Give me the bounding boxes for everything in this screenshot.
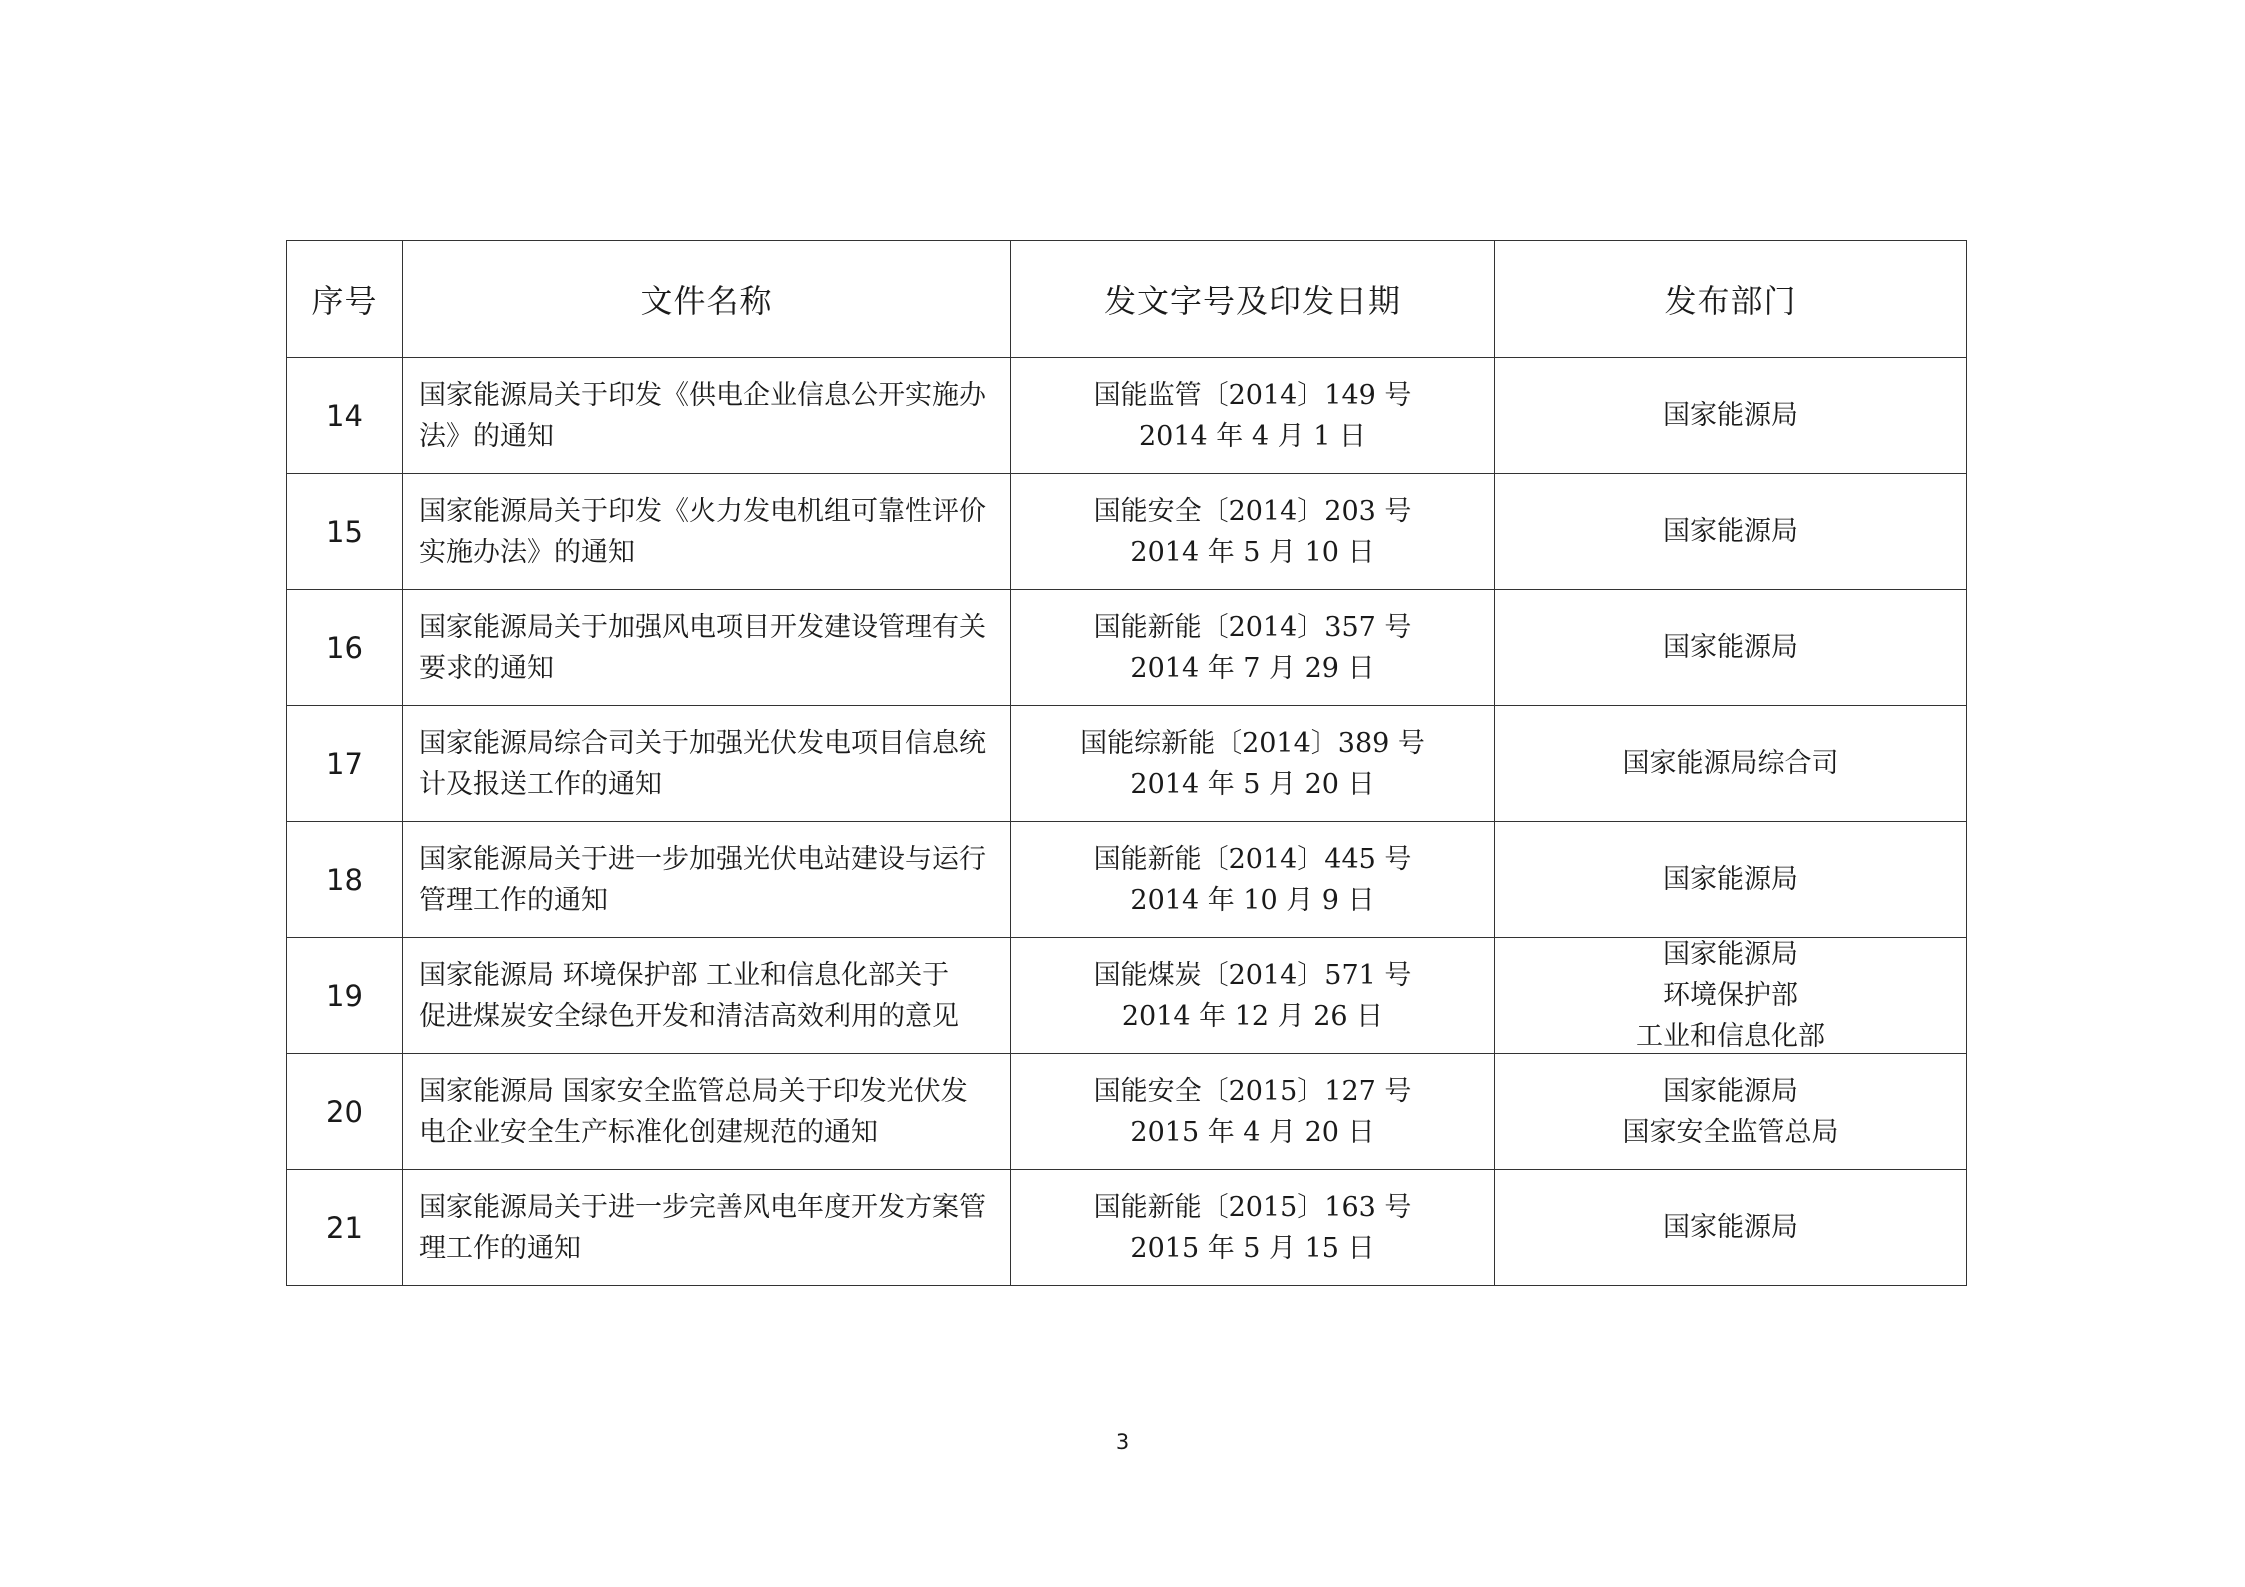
table-row <box>287 1170 1967 1286</box>
row-serial: 19 <box>287 938 403 1054</box>
department-name: 国家能源局 <box>1663 864 1798 895</box>
row-department <box>1495 706 1967 822</box>
department-name: 国家能源局 <box>1663 1075 1798 1107</box>
table-row <box>287 590 1967 706</box>
row-serial: 21 <box>287 1170 403 1286</box>
doc-ref-number: 国能安全〔2014〕203 号 <box>1093 495 1412 527</box>
row-serial: 17 <box>287 706 403 822</box>
row-file-name <box>403 474 1011 590</box>
row-file-name <box>403 590 1011 706</box>
row-ref-date <box>1011 1054 1495 1170</box>
row-department <box>1495 358 1967 474</box>
row-ref-date <box>1011 822 1495 938</box>
row-ref-date <box>1011 474 1495 590</box>
table-header-row <box>287 241 1967 358</box>
table-row <box>287 822 1967 938</box>
file-name-line: 计及报送工作的通知 <box>419 768 662 800</box>
file-name-line: 法》的通知 <box>419 420 554 452</box>
file-name-line: 要求的通知 <box>419 652 554 684</box>
row-file-name <box>403 1054 1011 1170</box>
row-file-name <box>403 358 1011 474</box>
row-ref-date <box>1011 938 1495 1054</box>
doc-ref-number: 国能新能〔2014〕357 号 <box>1093 611 1412 643</box>
issue-date: 2014 年 4 月 1 日 <box>1139 420 1366 452</box>
department-list <box>1495 940 1966 1052</box>
row-serial: 18 <box>287 822 403 938</box>
department-name: 国家能源局 <box>1663 400 1798 431</box>
department-name: 国家能源局综合司 <box>1622 748 1839 779</box>
file-name-line: 实施办法》的通知 <box>419 536 635 568</box>
row-serial: 20 <box>287 1054 403 1170</box>
row-department <box>1495 1170 1967 1286</box>
issue-date: 2015 年 5 月 15 日 <box>1130 1232 1375 1264</box>
doc-ref-number: 国能新能〔2014〕445 号 <box>1093 843 1412 875</box>
header-file-name: 文件名称 <box>403 241 1011 358</box>
doc-ref-number: 国能综新能〔2014〕389 号 <box>1080 727 1425 759</box>
row-department <box>1495 474 1967 590</box>
row-file-name <box>403 822 1011 938</box>
row-department <box>1495 822 1967 938</box>
doc-ref-number: 国能煤炭〔2014〕571 号 <box>1093 959 1412 991</box>
doc-ref-number: 国能监管〔2014〕149 号 <box>1093 379 1412 411</box>
file-name-line: 国家能源局关于进一步完善风电年度开发方案管 <box>419 1191 986 1223</box>
row-department <box>1495 1054 1967 1170</box>
file-name-line: 促进煤炭安全绿色开发和清洁高效利用的意见 <box>419 1000 959 1032</box>
table-row <box>287 1054 1967 1170</box>
row-serial: 16 <box>287 590 403 706</box>
file-name-line: 国家能源局 国家安全监管总局关于印发光伏发 <box>419 1075 968 1107</box>
row-ref-date <box>1011 358 1495 474</box>
department-name: 国家能源局 <box>1663 1212 1798 1243</box>
file-name-line: 国家能源局关于进一步加强光伏电站建设与运行 <box>419 843 986 875</box>
row-department <box>1495 590 1967 706</box>
row-file-name <box>403 706 1011 822</box>
row-file-name <box>403 938 1011 1054</box>
department-name: 国家安全监管总局 <box>1622 1116 1839 1148</box>
issue-date: 2015 年 4 月 20 日 <box>1130 1116 1375 1148</box>
row-serial: 15 <box>287 474 403 590</box>
row-ref-date <box>1011 1170 1495 1286</box>
doc-ref-number: 国能新能〔2015〕163 号 <box>1093 1191 1412 1223</box>
row-serial: 14 <box>287 358 403 474</box>
issue-date: 2014 年 7 月 29 日 <box>1130 652 1375 684</box>
header-department: 发布部门 <box>1495 241 1967 358</box>
file-name-line: 国家能源局关于加强风电项目开发建设管理有关 <box>419 611 986 643</box>
issue-date: 2014 年 10 月 9 日 <box>1130 884 1375 916</box>
file-name-line: 电企业安全生产标准化创建规范的通知 <box>419 1116 878 1148</box>
file-name-line: 国家能源局 环境保护部 工业和信息化部关于 <box>419 959 950 991</box>
file-name-line: 管理工作的通知 <box>419 884 608 916</box>
row-file-name <box>403 1170 1011 1286</box>
file-name-line: 国家能源局关于印发《火力发电机组可靠性评价 <box>419 495 986 527</box>
department-name: 国家能源局 <box>1663 939 1798 970</box>
row-department <box>1495 938 1967 1054</box>
table-row <box>287 938 1967 1054</box>
header-ref-date: 发文字号及印发日期 <box>1011 241 1495 358</box>
file-name-line: 国家能源局综合司关于加强光伏发电项目信息统 <box>419 727 986 759</box>
table-row <box>287 706 1967 822</box>
department-name: 环境保护部 <box>1663 980 1798 1011</box>
issue-date: 2014 年 12 月 26 日 <box>1121 1000 1384 1032</box>
issue-date: 2014 年 5 月 20 日 <box>1130 768 1375 800</box>
department-name: 工业和信息化部 <box>1636 1021 1825 1052</box>
table-row <box>287 358 1967 474</box>
header-serial: 序号 <box>287 241 403 358</box>
row-ref-date <box>1011 590 1495 706</box>
issue-date: 2014 年 5 月 10 日 <box>1130 536 1375 568</box>
page-number: 3 <box>1115 1430 1130 1454</box>
document-table <box>286 240 1967 1286</box>
doc-ref-number: 国能安全〔2015〕127 号 <box>1093 1075 1412 1107</box>
file-name-line: 国家能源局关于印发《供电企业信息公开实施办 <box>419 379 986 411</box>
department-name: 国家能源局 <box>1663 632 1798 663</box>
department-name: 国家能源局 <box>1663 516 1798 547</box>
row-ref-date <box>1011 706 1495 822</box>
table-row <box>287 474 1967 590</box>
file-name-line: 理工作的通知 <box>419 1232 581 1264</box>
